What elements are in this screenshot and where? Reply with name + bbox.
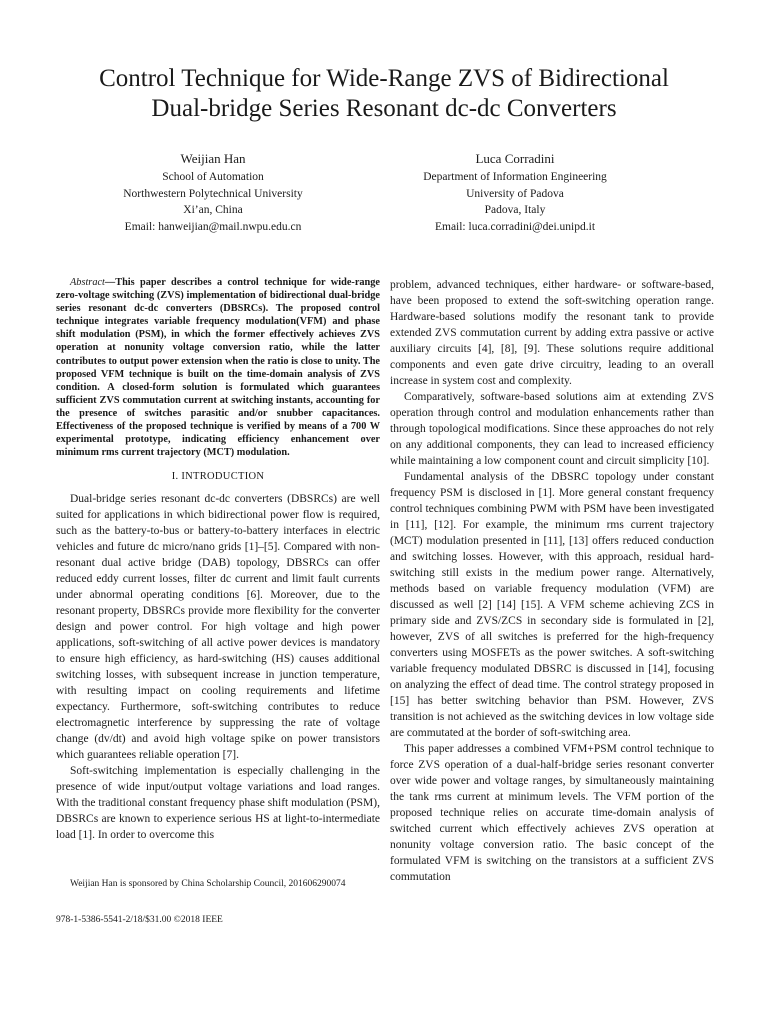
body-paragraph: Dual-bridge series resonant dc-dc converters (DBSRCs) are well suited for applications in which bidirectional power flow is required, such as the battery-to-bus or battery-to-battery interfaces in electric vehicles and future dc micro/nano grids [1]–[5]. Compared with non-resonant dual active bridge (DAB) topology, DBSRCs can offer reduced eddy current losses, filter dc current and limit fault currents under abnormal operating conditions [6]. Moreover, due to the resonant property, DBSRCs provide more flexibility for the converter design and power control. For high voltage and high power applications, soft-switching of all active power devices is mandatory to ensure high efficiency, as hard-switching (HS) causes additional switching losses, with subsequent increase in junction temperature, with resulting impact on cooling requirements and lifetime expectancy. Furthermore, soft-switching contributes to reduce electromagnetic interference by suppressing the rate of voltage change (dv/dt) and avoid high voltage spike on power transistors which guarantees reliable operation [7].: [56, 493, 380, 762]
body-paragraph: Comparatively, software-based solutions aim at extending ZVS operation through control and modulation enhancements rather than through topological modifications. Since these approaches do not rely on any additional components, they can lead to increased efficiency while maintaining a low component count and circuit simplicity [10].: [390, 391, 714, 467]
title-line-1: Control Technique for Wide-Range ZVS of Bidirectional: [99, 65, 669, 92]
section-heading: I. INTRODUCTION: [171, 471, 265, 483]
author-location: Padova, Italy: [484, 204, 546, 216]
abstract-text: —This paper describes a control technique for wide-range zero-voltage switching (ZVS) implementation of bidirectional dual-bridge series resonant dc-dc converters (DBSRCs). The proposed control technique integrates variable frequency modulation(VFM) and phase shift modulation (PSM), in which the former effectively achieves ZVS operation at nonunity voltage conversion ratio, while the latter contributes to output power extension when the ratio is close to unity. The proposed VFM technique is built on the time-domain analysis of ZVS condition. A closed-form solution is formulated which guarantees sufficient ZVS commutation current at switching instants, accounting for the presence of switches parasitic and/or snubber capacitances. Effectiveness of the proposed technique is verified by means of a 700 W experimental prototype, indicating efficiency enhancement over minimum rms current trajectory (MCT) modulation.: [56, 277, 380, 459]
author-name: Weijian Han: [180, 151, 246, 166]
paper-title: [40, 64, 728, 124]
author-email: Email: luca.corradini@dei.unipd.it: [434, 220, 596, 233]
author-block-2: [350, 150, 680, 235]
body-paragraph: This paper addresses a combined VFM+PSM control technique to force ZVS operation of a dual-half-bridge series resonant converter over wide power and voltage ranges, by simultaneously maintaining the tank rms current at minimum levels. The VFM portion of the proposed technique relies on accurate time-domain analysis of switched current which effectively achieves ZVS operation at nonunity voltage conversion ratio. The basic concept of the formulated VFM is switching on the transistors at a sufficient ZVS commutation: [390, 743, 714, 883]
abstract: [56, 276, 380, 459]
abstract-lead: Abstract: [70, 277, 105, 288]
copyright-notice: 978-1-5386-5541-2/18/$31.00 ©2018 IEEE: [56, 915, 223, 925]
author-affiliation: School of Automation: [162, 171, 264, 183]
right-column: [390, 277, 714, 885]
body-paragraph: Fundamental analysis of the DBSRC topology under constant frequency PSM is disclosed in [1]. More general constant frequency control techniques combining PWM with PSM have been investigated in [11], [12]. For example, the minimum rms current trajectory (MCT) modulation presented in [11], [13] offers reduced conduction and switching losses. However, with this approach, residual hard-switching still exists in the medium power range. Alternatively, methods based on variable frequency modulation (VFM) are discussed as well [2] [14] [15]. A VFM scheme achieving ZCS in primary side and ZVS/ZCS in secondary side is formulated in [2], however, ZVS of all switches is preferred for the high-frequency converters using MOSFETs as the power switches. A soft-switching variable frequency modulated DBSRC is discussed in [14], focusing on analyzing the effect of dead time. The control strategy proposed in [15] has better switching behavior than PSM. However, ZVS transition is not achieved as the switching devices in low voltage side are commutated at the border of soft-switching area.: [390, 471, 714, 739]
body-paragraph: Soft-switching implementation is especially challenging in the presence of wide input/output voltage variations and load ranges. With the traditional constant frequency phase shift modulation (PSM), DBSRCs are known to experience serious HS at light-to-intermediate load [1]. In order to overcome this: [56, 765, 380, 842]
footnote: Weijian Han is sponsored by China Scholarship Council, 201606290074: [70, 879, 346, 889]
author-location: Xi’an, China: [183, 204, 243, 216]
author-affiliation: University of Padova: [466, 187, 564, 200]
title-line-2: Dual-bridge Series Resonant dc-dc Converters: [151, 95, 617, 122]
author-block-1: [48, 150, 378, 235]
author-email: Email: hanweijian@mail.nwpu.edu.cn: [124, 220, 302, 233]
left-column: [56, 276, 380, 843]
author-affiliation: Department of Information Engineering: [423, 171, 607, 183]
body-paragraph: problem, advanced techniques, either hardware- or software-based, have been proposed to extend the soft-switching operation range. Hardware-based solutions modify the resonant tank to provide extended ZVS commutation current by adding extra passive or active auxiliary circuits [4], [8], [9]. These solutions require additional components and even gate drive circuitry, leading to an overall increase in system cost and complexity.: [390, 279, 714, 387]
author-affiliation: Northwestern Polytechnical University: [123, 187, 303, 200]
author-name: Luca Corradini: [475, 151, 555, 166]
